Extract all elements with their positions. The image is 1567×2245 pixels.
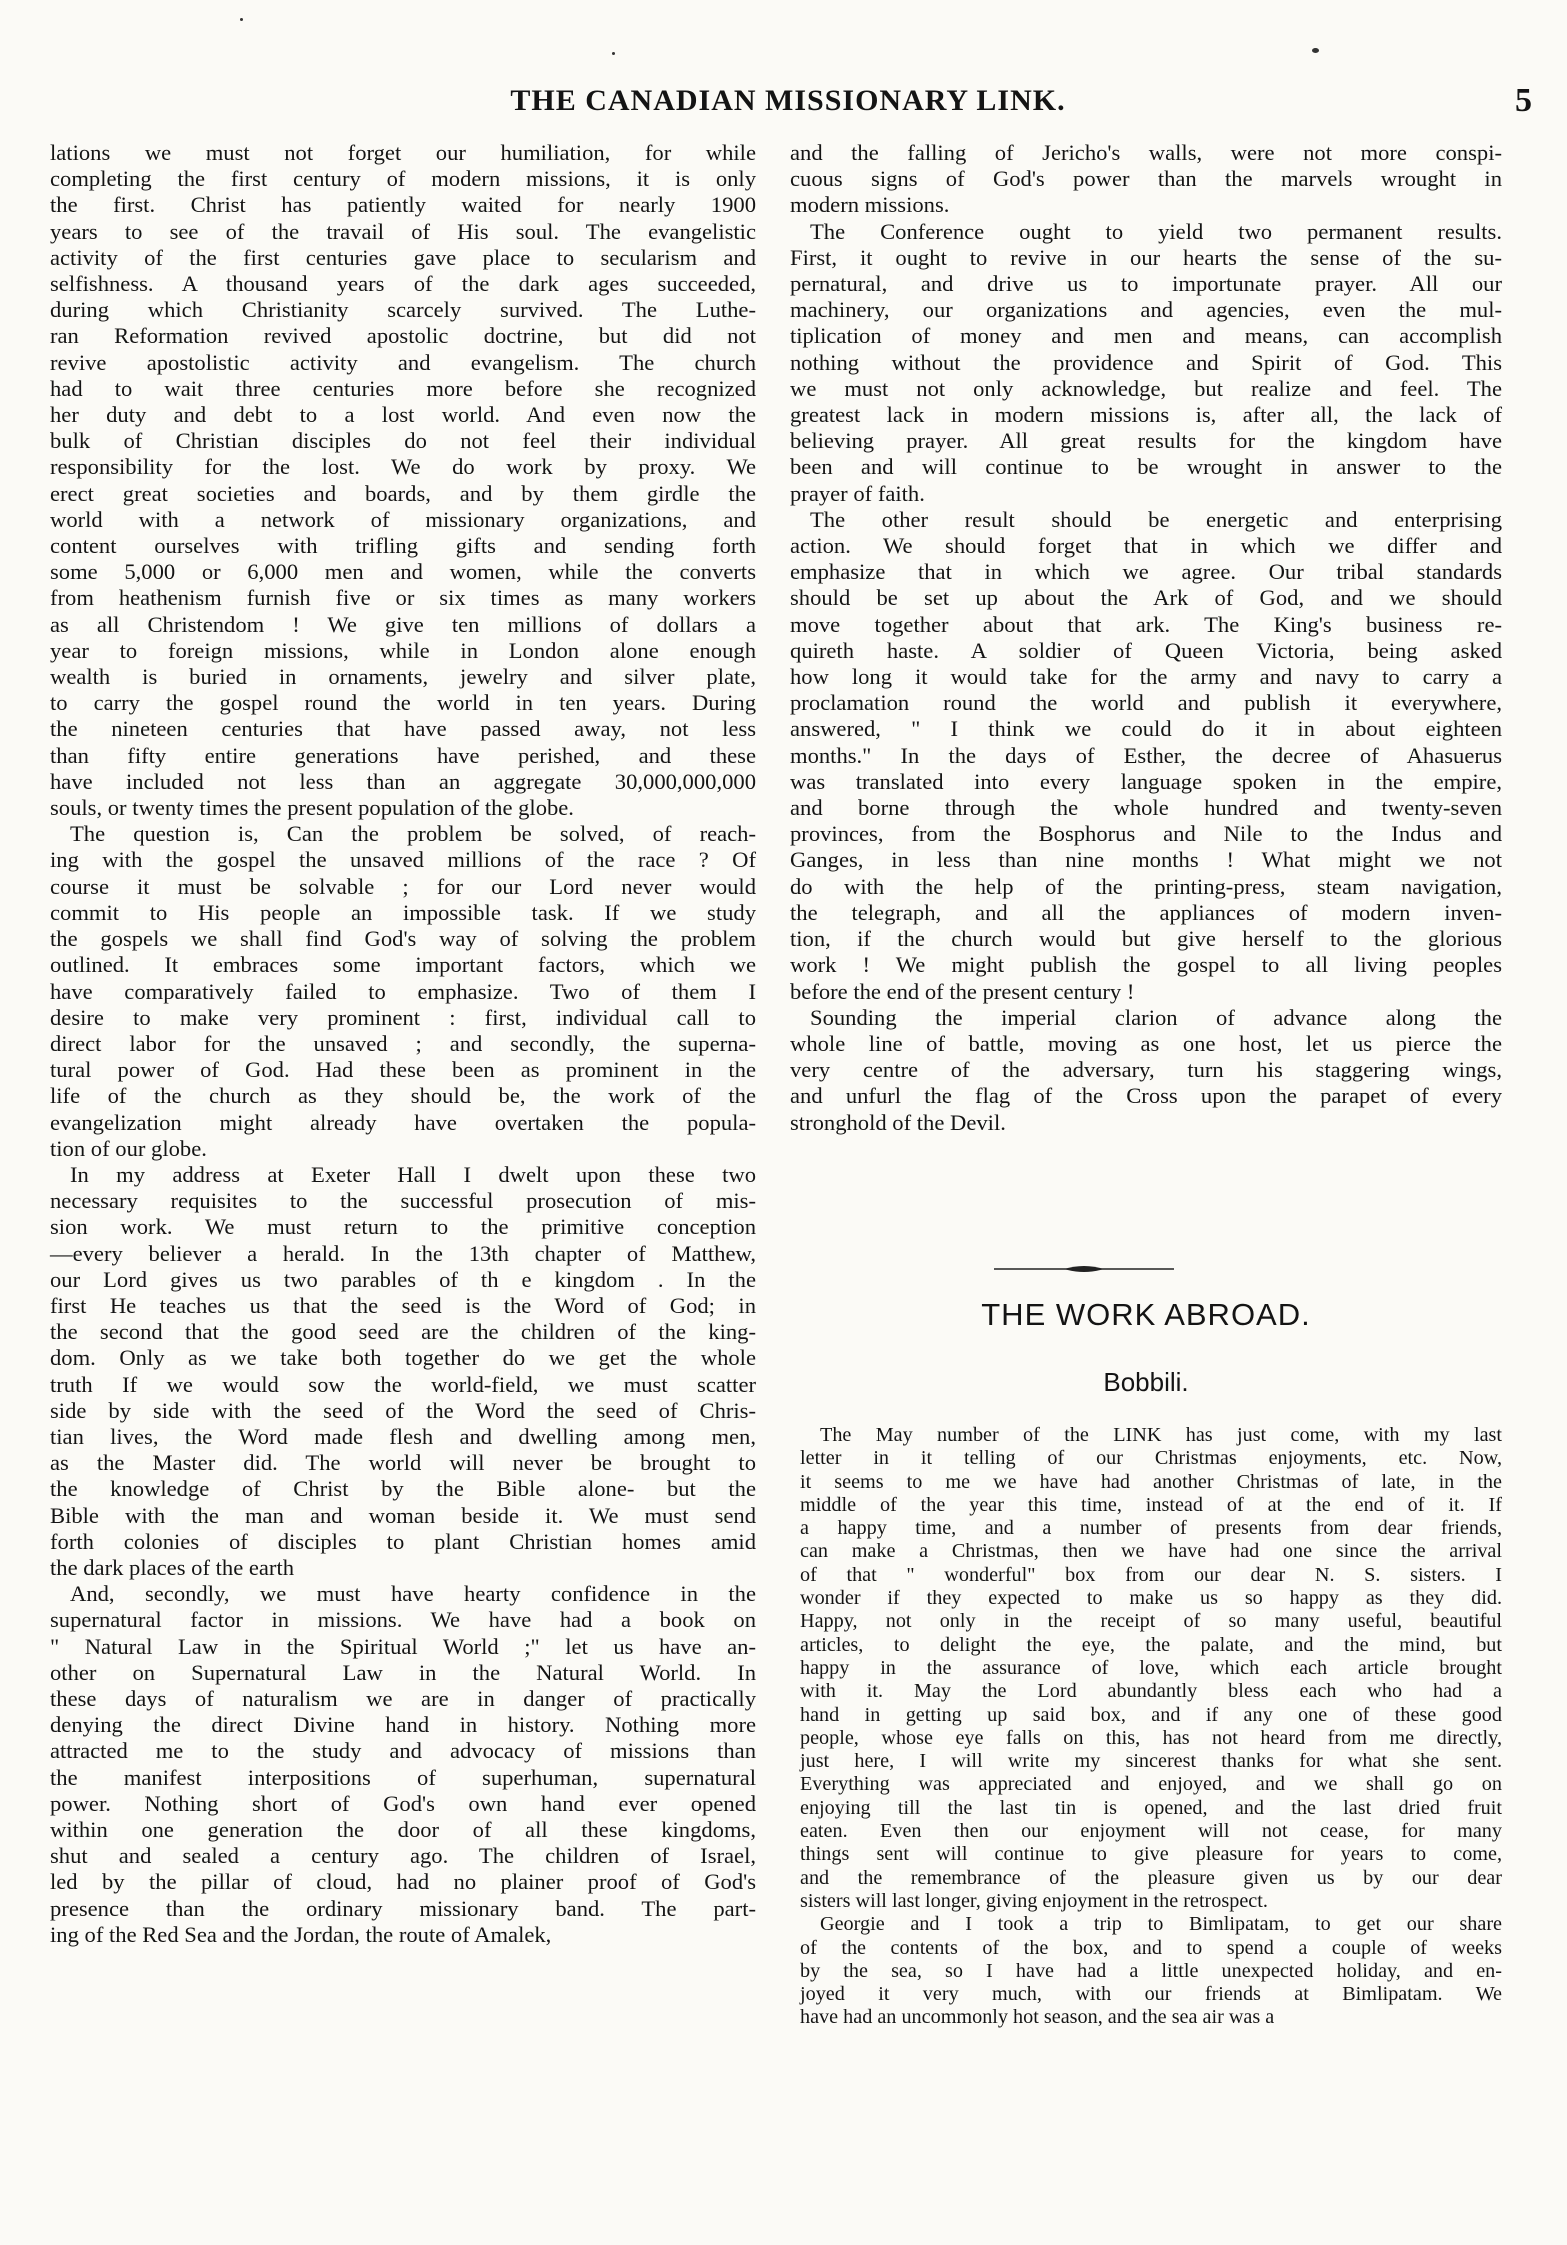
text-line: lations we must not forget our humiliation, for while bbox=[50, 140, 756, 165]
text-line: do with the help of the printing-press, steam navigation, bbox=[790, 873, 1502, 899]
text-line: stronghold of the Devil. bbox=[790, 1109, 1006, 1135]
text-line: whole line of battle, moving as one host, let us pierce the bbox=[790, 1030, 1502, 1056]
text-line: erect great societies and boards, and by them girdle the bbox=[50, 480, 756, 506]
text-line: ing with the gospel the unsaved millions of the race ? Of bbox=[50, 847, 756, 873]
text-line: The question is, Can the problem be solved, of reach- bbox=[70, 821, 756, 847]
text-line: outlined. It embraces some important factors, which we bbox=[50, 952, 756, 978]
text-line: First, it ought to revive in our hearts the sense of the su- bbox=[790, 244, 1502, 270]
section-subheading: Bobbili. bbox=[1103, 1367, 1189, 1397]
text-line: tian lives, the Word made flesh and dwelling among men, bbox=[50, 1423, 756, 1449]
text-line: forth colonies of disciples to plant Christian homes amid bbox=[50, 1528, 756, 1554]
text-line: evangelization might already have overtaken the popula- bbox=[50, 1109, 756, 1135]
text-line: as the Master did. The world will never be brought to bbox=[50, 1450, 756, 1476]
text-line: articles, to delight the eye, the palate, and the mind, but bbox=[800, 1633, 1502, 1656]
text-line: have had an uncommonly hot season, and the sea air was a bbox=[800, 2006, 1275, 2029]
text-line: " Natural Law in the Spiritual World ;" let us have an- bbox=[50, 1633, 756, 1659]
text-line: first He teaches us that the seed is the Word of God; in bbox=[50, 1292, 756, 1318]
text-line: as all Christendom ! We give ten millions of dollars a bbox=[50, 611, 756, 637]
text-line: action. We should forget that in which we differ and bbox=[790, 533, 1502, 559]
column-divider bbox=[773, 140, 774, 2200]
text-line: had to wait three centuries more before she recognized bbox=[50, 375, 756, 401]
text-line: and the remembrance of the pleasure given us by our dear bbox=[800, 1866, 1502, 1889]
page-number: 5 bbox=[1515, 82, 1532, 119]
text-line: during which Christianity scarcely survived. The Luthe- bbox=[50, 297, 756, 323]
text-line: desire to make very prominent : first, individual call to bbox=[50, 1004, 756, 1030]
text-line: attracted me to the study and advocacy of missions than bbox=[50, 1738, 756, 1764]
text-line: joyed it very much, with our friends at Bimlipatam. We bbox=[800, 1983, 1502, 2006]
text-line: work ! We might publish the gospel to all living peoples bbox=[790, 952, 1502, 978]
text-line: content ourselves with trifling gifts and sending forth bbox=[50, 533, 756, 559]
text-line: the dark places of the earth bbox=[50, 1554, 295, 1580]
left-column bbox=[50, 140, 756, 1948]
text-line: months." In the days of Esther, the decree of Ahasuerus bbox=[790, 742, 1502, 768]
text-line: And, secondly, we must have hearty confidence in the bbox=[70, 1581, 756, 1607]
text-line: activity of the first centuries gave place to secularism and bbox=[50, 244, 756, 270]
text-line: other on Supernatural Law in the Natural World. In bbox=[50, 1659, 756, 1685]
text-line: responsibility for the lost. We do work by proxy. We bbox=[50, 454, 756, 480]
text-line: denying the direct Divine hand in history. Nothing more bbox=[50, 1712, 756, 1738]
text-line: and the falling of Jericho's walls, were not more conspi- bbox=[790, 140, 1502, 165]
text-line: dom. Only as we take both together do we get the whole bbox=[50, 1345, 756, 1371]
text-line: Georgie and I took a trip to Bimlipatam, to get our share bbox=[820, 1913, 1502, 1936]
text-line: selfishness. A thousand years of the dark ages succeeded, bbox=[50, 271, 756, 297]
masthead-title: THE CANADIAN MISSIONARY LINK. bbox=[510, 84, 1066, 117]
text-line: the manifest interpositions of superhuman, supernatural bbox=[50, 1764, 756, 1790]
text-line: tural power of God. Had these been as prominent in the bbox=[50, 1057, 756, 1083]
text-line: tion of our globe. bbox=[50, 1135, 207, 1161]
text-line: side by side with the seed of the Word the seed of Chris- bbox=[50, 1397, 756, 1423]
text-line: prayer of faith. bbox=[790, 480, 925, 506]
print-speck bbox=[240, 18, 243, 21]
text-line: answered, " I think we could do it in about eighteen bbox=[790, 716, 1502, 742]
text-line: some 5,000 or 6,000 men and women, while the converts bbox=[50, 559, 756, 585]
text-line: than fifty entire generations have perished, and these bbox=[50, 742, 756, 768]
text-line: her duty and debt to a lost world. And even now the bbox=[50, 402, 756, 428]
text-line: power. Nothing short of God's own hand ever opened bbox=[50, 1790, 756, 1816]
text-line: Ganges, in less than nine months ! What might we not bbox=[790, 847, 1502, 873]
text-line: the nineteen centuries that have passed away, not less bbox=[50, 716, 756, 742]
text-line: world with a network of missionary organizations, and bbox=[50, 506, 756, 532]
text-line: we must not only acknowledge, but realize and feel. The bbox=[790, 375, 1502, 401]
text-line: the telegraph, and all the appliances of modern inven- bbox=[790, 899, 1502, 925]
text-line: tiplication of money and men and means, can accomplish bbox=[790, 323, 1502, 349]
text-line: presence than the ordinary missionary band. The part- bbox=[50, 1895, 756, 1921]
right-column bbox=[790, 140, 1502, 1136]
text-line: sisters will last longer, giving enjoyment in the retrospect. bbox=[800, 1889, 1268, 1912]
print-speck bbox=[1312, 48, 1319, 53]
text-line: necessary requisites to the successful prosecution of mis- bbox=[50, 1188, 756, 1214]
text-line: how long it would take for the army and navy to carry a bbox=[790, 664, 1502, 690]
text-line: it seems to me we have had another Christmas of late, in the bbox=[800, 1470, 1502, 1493]
page-header bbox=[38, 82, 1538, 122]
text-line: happy in the assurance of love, which each article brought bbox=[800, 1656, 1502, 1679]
text-line: cuous signs of God's power than the marvels wrought in bbox=[790, 166, 1502, 192]
text-line: The Conference ought to yield two permanent results. bbox=[810, 218, 1502, 244]
text-line: wonder if they expected to make us so happy as they did. bbox=[800, 1587, 1502, 1610]
text-line: Sounding the imperial clarion of advance along the bbox=[810, 1004, 1502, 1030]
text-line: In my address at Exeter Hall I dwelt upon these two bbox=[70, 1161, 756, 1187]
text-line: —every believer a herald. In the 13th chapter of Matthew, bbox=[50, 1240, 756, 1266]
text-line: the knowledge of Christ by the Bible alone- but the bbox=[50, 1476, 756, 1502]
text-line: our Lord gives us two parables of th e kingdom . In the bbox=[50, 1266, 756, 1292]
text-line: quireth haste. A soldier of Queen Victoria, being asked bbox=[790, 637, 1502, 663]
text-line: proclamation round the world and publish it everywhere, bbox=[790, 690, 1502, 716]
text-line: greatest lack in modern missions is, after all, the lack of bbox=[790, 402, 1502, 428]
section-heading: THE WORK ABROAD. bbox=[981, 1297, 1311, 1332]
text-line: bulk of Christian disciples do not feel their individual bbox=[50, 428, 756, 454]
text-line: direct labor for the unsaved ; and secondly, the superna- bbox=[50, 1030, 756, 1056]
text-line: can make a Christmas, then we have had one since the arrival bbox=[800, 1540, 1502, 1563]
text-line: commit to His people an impossible task. If we study bbox=[50, 899, 756, 925]
text-line: enjoying till the last tin is opened, and the last dried fruit bbox=[800, 1796, 1502, 1819]
text-line: to carry the gospel round the world in ten years. During bbox=[50, 690, 756, 716]
text-line: been and will continue to be wrought in answer to the bbox=[790, 454, 1502, 480]
text-line: sion work. We must return to the primitive conception bbox=[50, 1214, 756, 1240]
text-line: should be set up about the Ark of God, and we should bbox=[790, 585, 1502, 611]
text-line: nothing without the providence and Spirit of God. This bbox=[790, 349, 1502, 375]
text-line: truth If we would sow the world-field, we must scatter bbox=[50, 1371, 756, 1397]
text-line: pernatural, and drive us to importunate prayer. All our bbox=[790, 271, 1502, 297]
text-line: within one generation the door of all these kingdoms, bbox=[50, 1817, 756, 1842]
text-line: The May number of the LINK has just come, with my last bbox=[820, 1424, 1502, 1446]
text-line: just here, I will write my sincerest thanks for what she sent. bbox=[800, 1750, 1502, 1773]
text-line: wealth is buried in ornaments, jewelry and silver plate, bbox=[50, 664, 756, 690]
text-line: by the sea, so I have had a little unexpected holiday, and en- bbox=[800, 1959, 1502, 1982]
text-line: Happy, not only in the receipt of so many useful, beautiful bbox=[800, 1610, 1502, 1633]
text-line: very centre of the adversary, turn his staggering wings, bbox=[790, 1057, 1502, 1083]
text-line: ran Reformation revived apostolic doctrine, but did not bbox=[50, 323, 756, 349]
text-line: and borne through the whole hundred and twenty-seven bbox=[790, 795, 1502, 821]
text-line: have included not less than an aggregate 30,000,000,000 bbox=[50, 768, 756, 794]
text-line: led by the pillar of cloud, had no plainer proof of God's bbox=[50, 1869, 756, 1895]
text-line: machinery, our organizations and agencies, even the mul- bbox=[790, 297, 1502, 323]
text-line: tion, if the church would but give herself to the glorious bbox=[790, 926, 1502, 952]
text-line: souls, or twenty times the present population of the globe. bbox=[50, 795, 574, 821]
text-line: things sent will continue to give pleasure for years to come, bbox=[800, 1843, 1502, 1866]
text-line: supernatural factor in missions. We have had a book on bbox=[50, 1607, 756, 1633]
text-line: with it. May the Lord abundantly bless each who had a bbox=[800, 1680, 1502, 1703]
section-body bbox=[800, 1424, 1502, 2030]
text-line: modern missions. bbox=[790, 192, 950, 218]
text-line: from heathenism furnish five or six times as many workers bbox=[50, 585, 756, 611]
text-line: the second that the good seed are the children of the king- bbox=[50, 1319, 756, 1345]
text-line: move together about that ark. The King's business re- bbox=[790, 611, 1502, 637]
text-line: course it must be solvable ; for our Lord never would bbox=[50, 873, 756, 899]
text-line: believing prayer. All great results for the kingdom have bbox=[790, 428, 1502, 454]
section-ornament bbox=[994, 1263, 1174, 1275]
text-line: a happy time, and a number of presents from dear friends, bbox=[800, 1517, 1502, 1540]
text-line: hand in getting up said box, and if any one of these good bbox=[800, 1703, 1502, 1726]
print-speck bbox=[612, 52, 615, 55]
text-line: before the end of the present century ! bbox=[790, 978, 1135, 1004]
text-line: the first. Christ has patiently waited for nearly 1900 bbox=[50, 192, 756, 218]
text-line: Everything was appreciated and enjoyed, and we shall go on bbox=[800, 1773, 1502, 1796]
text-line: years to see of the travail of His soul. The evangelistic bbox=[50, 218, 756, 244]
text-line: eaten. Even then our enjoyment will not cease, for many bbox=[800, 1820, 1502, 1843]
text-line: revive apostolistic activity and evangelism. The church bbox=[50, 349, 756, 375]
text-line: emphasize that in which we agree. Our tribal standards bbox=[790, 559, 1502, 585]
text-line: middle of the year this time, instead of at the end of it. If bbox=[800, 1493, 1502, 1516]
text-line: have comparatively failed to emphasize. Two of them I bbox=[50, 978, 756, 1004]
text-line: people, whose eye falls on this, has not heard from me directly, bbox=[800, 1726, 1502, 1749]
text-line: life of the church as they should be, the work of the bbox=[50, 1083, 756, 1109]
text-line: completing the first century of modern missions, it is only bbox=[50, 166, 756, 192]
text-line: and unfurl the flag of the Cross upon the parapet of every bbox=[790, 1083, 1502, 1109]
text-line: Bible with the man and woman beside it. We must send bbox=[50, 1502, 756, 1528]
text-line: letter in it telling of our Christmas enjoyments, etc. Now, bbox=[800, 1447, 1502, 1470]
text-line: provinces, from the Bosphorus and Nile to the Indus and bbox=[790, 821, 1502, 847]
text-line: was translated into every language spoken in the empire, bbox=[790, 768, 1502, 794]
text-line: The other result should be energetic and enterprising bbox=[810, 506, 1502, 532]
text-line: the gospels we shall find God's way of solving the problem bbox=[50, 926, 756, 952]
text-line: ing of the Red Sea and the Jordan, the route of Amalek, bbox=[50, 1921, 552, 1947]
text-line: year to foreign missions, while in London alone enough bbox=[50, 637, 756, 663]
text-line: of that " wonderful" box from our dear N. S. sisters. I bbox=[800, 1563, 1502, 1586]
text-line: of the contents of the box, and to spend a couple of weeks bbox=[800, 1936, 1502, 1959]
text-line: shut and sealed a century ago. The children of Israel, bbox=[50, 1843, 756, 1869]
text-line: these days of naturalism we are in danger of practically bbox=[50, 1685, 756, 1711]
